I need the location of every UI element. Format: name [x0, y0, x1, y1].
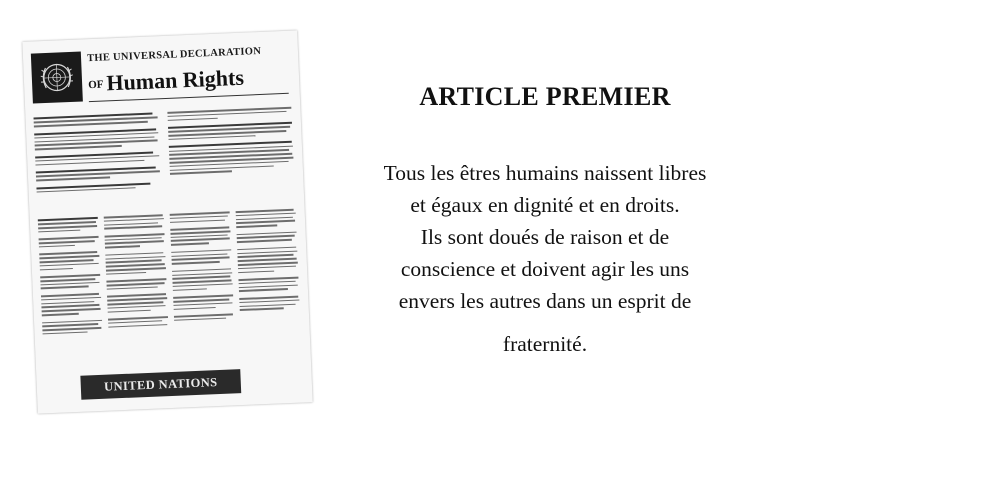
poster-articles-text	[38, 209, 302, 376]
poster-header	[31, 41, 295, 112]
article-line: envers les autres dans un esprit de	[398, 289, 692, 313]
article-body	[320, 157, 770, 360]
poster-preamble-text	[34, 107, 296, 214]
poster-title-line2	[88, 65, 245, 98]
article-line: conscience et doivent agir les uns	[400, 257, 690, 281]
article-line: Tous les êtres humains naissent libres	[383, 161, 707, 185]
poster-title-line1: THE UNIVERSAL DECLARATION	[86, 45, 262, 65]
article-heading: ARTICLE PREMIER	[419, 82, 671, 111]
poster-title-main: Human Rights	[105, 64, 245, 96]
un-emblem-icon	[31, 51, 83, 103]
article-line: et égaux en dignité et en droits.	[410, 193, 680, 217]
article-line: Ils sont doués de raison et de	[420, 225, 670, 249]
poster-footer-banner: UNITED NATIONS	[80, 369, 241, 400]
article-line: fraternité.	[502, 332, 588, 356]
poster-title-of: OF	[87, 78, 104, 92]
udhr-poster-photo	[22, 30, 312, 413]
